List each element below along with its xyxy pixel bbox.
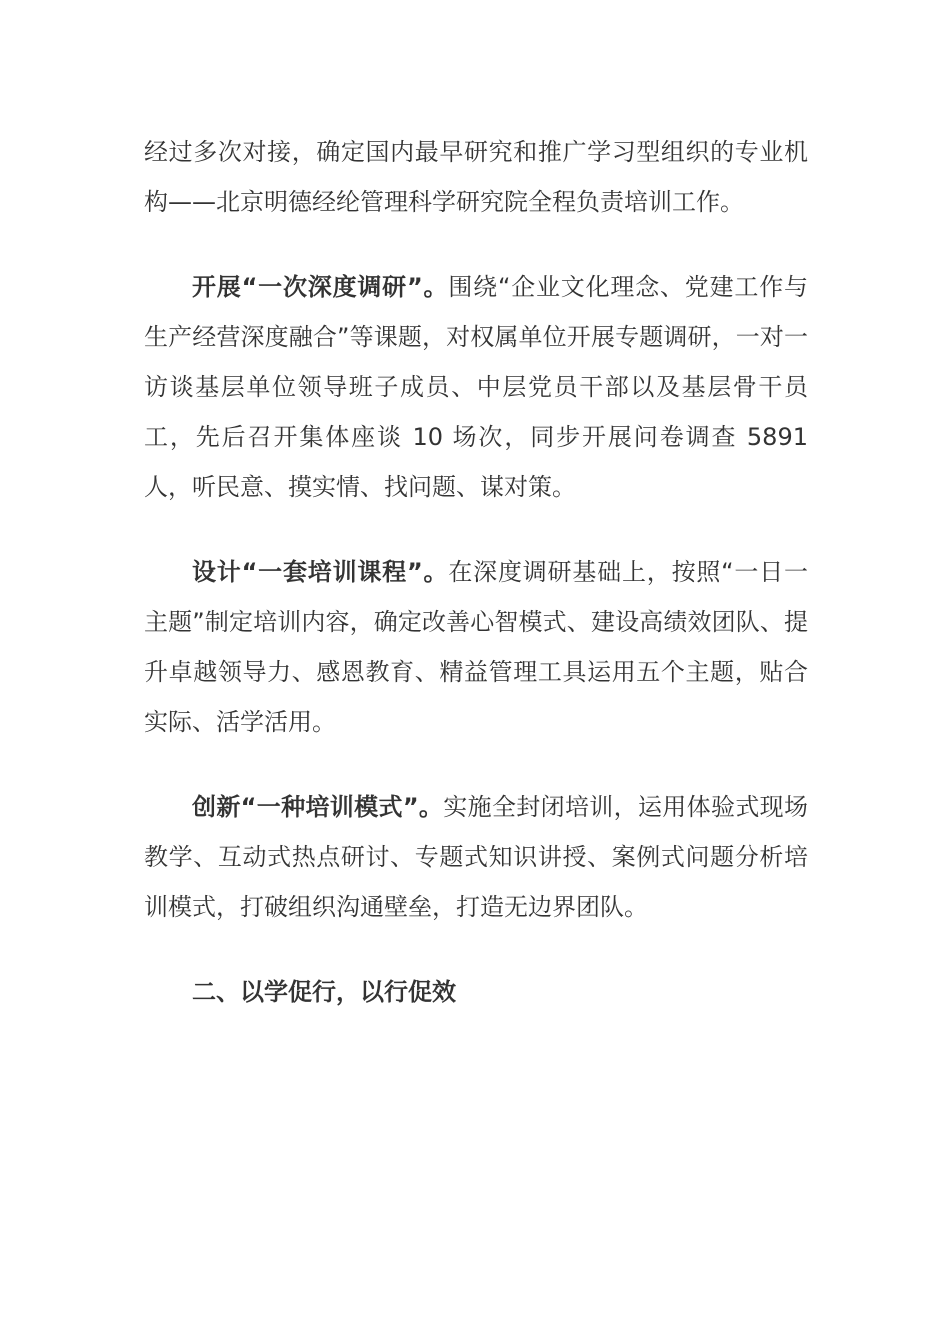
paragraph-text: 经过多次对接，确定国内最早研究和推广学习型组织的专业机构——北京明德经纶管理科学研究院全程负责培训工作。: [144, 138, 808, 216]
paragraph-continuation: [144, 127, 808, 227]
section-heading: 二、以学促行，以行促效: [192, 978, 456, 1006]
paragraph-mode: [144, 782, 808, 932]
document-page: [144, 127, 808, 1017]
paragraph-course: [144, 547, 808, 747]
paragraph-text: 实施全封闭培训，运用体验式现场教学、互动式热点研讨、专题式知识讲授、案例式问题分析培训模式，打破组织沟通壁垒，打造无边界团队。: [144, 793, 808, 921]
paragraph-lead: 开展“一次深度调研”。: [192, 273, 449, 301]
paragraph-lead: 设计“一套培训课程”。: [192, 558, 449, 586]
paragraph-text: 在深度调研基础上，按照“一日一主题”制定培训内容，确定改善心智模式、建设高绩效团队、提升卓越领导力、感恩教育、精益管理工具运用五个主题，贴合实际、活学活用。: [144, 558, 809, 736]
paragraph-text: 围绕“企业文化理念、党建工作与生产经营深度融合”等课题，对权属单位开展专题调研，一对一访谈基层单位领导班子成员、中层党员干部以及基层骨干员工，先后召开集体座谈 10 场次，同步开展问卷调查 5891 人，听民意、摸实情、找问题、谋对策。: [144, 273, 809, 501]
paragraph-research: [144, 262, 808, 512]
paragraph-lead: 创新“一种培训模式”。: [192, 793, 444, 821]
